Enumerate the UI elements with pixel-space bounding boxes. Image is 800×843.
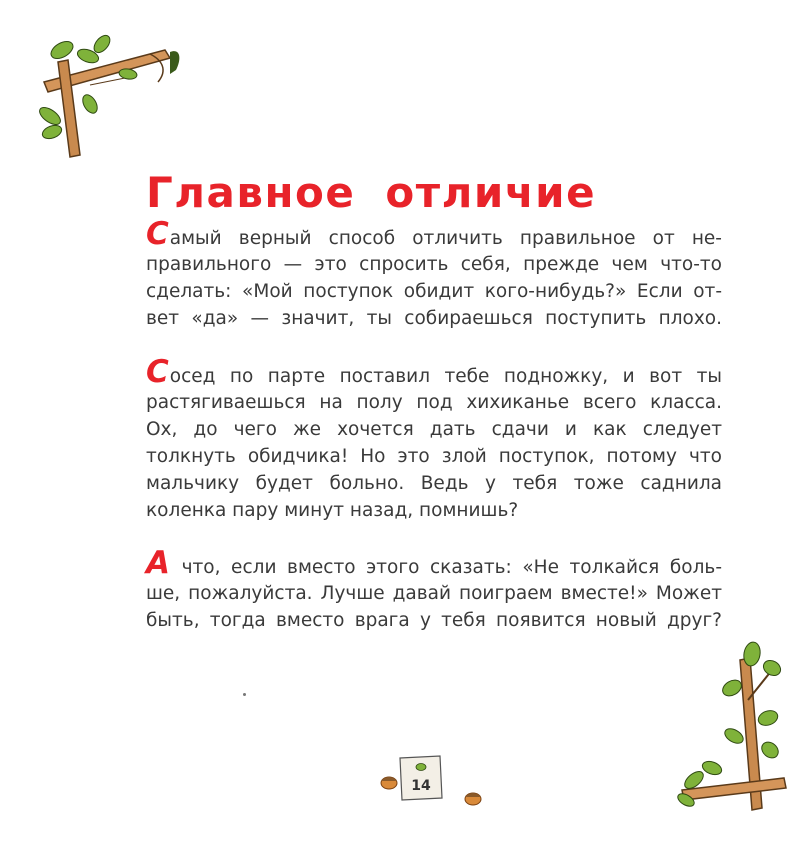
- page-number-badge: [396, 754, 446, 802]
- acorn-icon: [462, 788, 484, 806]
- page-number: 14: [411, 778, 431, 794]
- paragraph-line: ше, пожалуйста. Лучше давай поиграем вместе!» Может: [146, 583, 722, 604]
- paragraph-line: Ох, до чего же хочется дать сдачи и как следует: [146, 419, 722, 440]
- paragraph-line: толкнуть обидчика! Но это злой поступок, потому что: [146, 446, 722, 467]
- paragraph-line: мальчику будет больно. Ведь у тебя тоже саднила: [146, 473, 722, 494]
- drop-cap: С: [146, 216, 169, 252]
- branch-leaves-illustration-bottom-right: [672, 640, 792, 820]
- paragraph-line: Самый верный способ отличить правильное от не-: [146, 216, 722, 252]
- paragraph-line: коленка пару минут назад, помнишь?: [146, 500, 519, 521]
- paragraph-line: правильного — это спросить себя, прежде чем что-то: [146, 254, 722, 275]
- paragraph-2: [146, 354, 722, 524]
- paragraph-3: [146, 545, 722, 634]
- paragraph-line: А что, если вместо этого сказать: «Не толкайся боль-: [146, 545, 722, 581]
- paragraph-line: вет «да» — значит, ты собираешься поступить плохо.: [146, 308, 722, 329]
- paragraph-line: растягиваешься на полу под хихиканье всего класса.: [146, 392, 722, 413]
- paragraph-line: Сосед по парте поставил тебе подножку, и вот ты: [146, 354, 722, 390]
- paragraph-line: сделать: «Мой поступок обидит кого-нибудь?» Если от-: [146, 281, 722, 302]
- page-title: Главное отличие: [146, 168, 597, 218]
- drop-cap: С: [146, 354, 169, 390]
- paragraph-1: [146, 216, 722, 332]
- paragraph-line: быть, тогда вместо врага у тебя появится новый друг?: [146, 610, 722, 631]
- branch-leaves-illustration-top-left: [30, 30, 190, 165]
- speck: [243, 693, 246, 696]
- drop-cap: А: [146, 545, 170, 581]
